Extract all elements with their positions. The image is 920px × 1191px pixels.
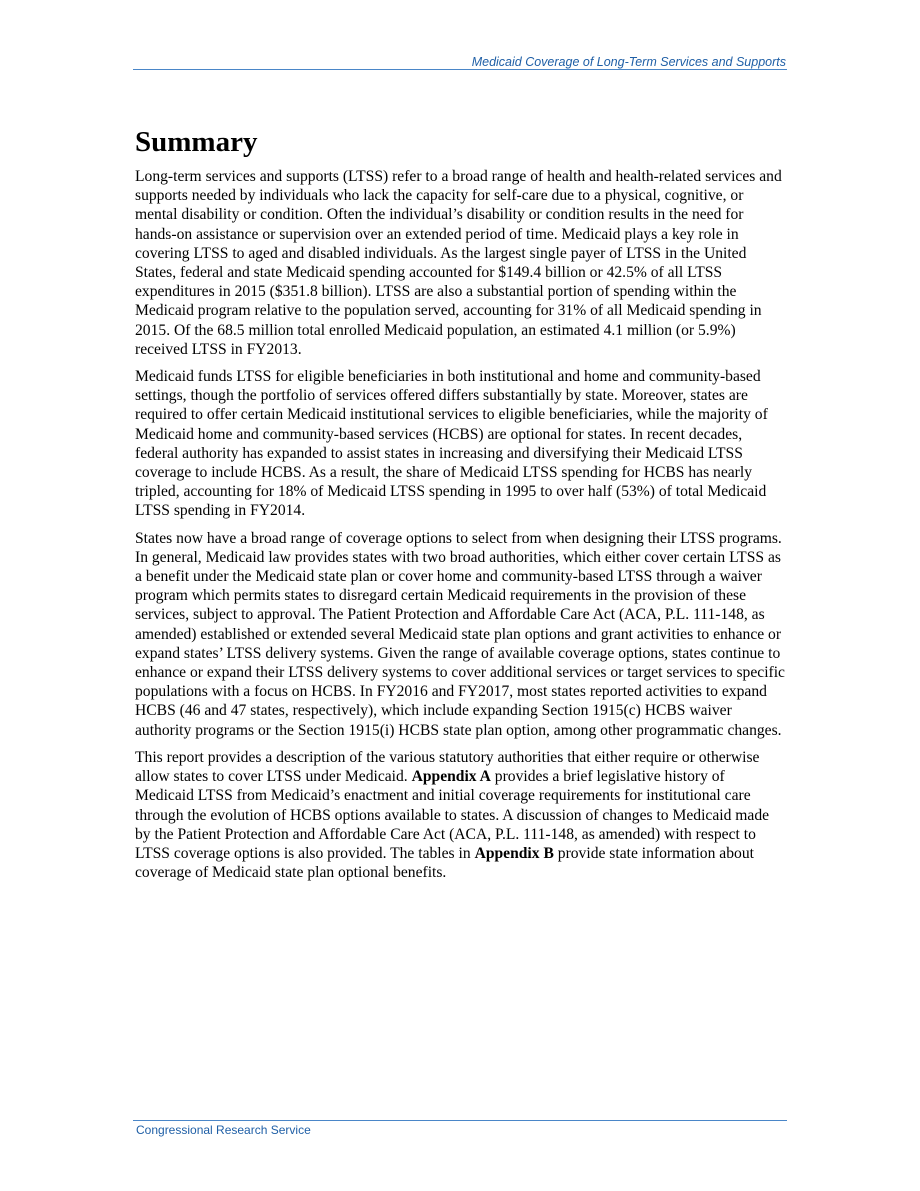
appendix-b-reference: Appendix B: [474, 844, 554, 862]
running-header: Medicaid Coverage of Long-Term Services and Supports: [471, 55, 786, 69]
paragraph-2: Medicaid funds LTSS for eligible beneficiaries in both institutional and home and community-based settings, though the portfolio of services offered differs substantially by state. Moreover, states are required to offer certain Medicaid institutional services to eligible beneficiaries, while the majority of Medicaid home and community-based services (HCBS) are optional for states. In recent decades, federal authority has expanded to assist states in increasing and diversifying their Medicaid LTSS coverage to include HCBS. As a result, the share of Medicaid LTSS spending for HCBS has nearly tripled, accounting for 18% of Medicaid LTSS spending in 1995 to over half (53%) of total Medicaid LTSS spending in FY2014.: [135, 368, 768, 520]
appendix-a-reference: Appendix A: [411, 768, 491, 786]
header-rule: [133, 69, 787, 70]
section-title: Summary: [135, 126, 258, 158]
footer-source: Congressional Research Service: [136, 1123, 311, 1137]
paragraph-3: States now have a broad range of coverage options to select from when designing their LTSS programs. In general, Medicaid law provides states with two broad authorities, which either cover certain LTSS as a benefit under the Medicaid state plan or cover home and community-based LTSS through a waiver program which permits states to disregard certain Medicaid requirements in the provision of these services, subject to approval. The Patient Protection and Affordable Care Act (ACA, P.L. 111-148, as amended) established or extended several Medicaid state plan options and grant activities to enhance or expand states’ LTSS delivery systems. Given the range of available coverage options, states continue to enhance or expand their LTSS delivery systems to cover additional services or target services to specific populations with a focus on HCBS. In FY2016 and FY2017, most states reported activities to expand HCBS (46 and 47 states, respectively), which include expanding Section 1915(c) HCBS waiver authority programs or the Section 1915(i) HCBS state plan option, among other programmatic changes.: [135, 529, 785, 739]
paragraph-4-text-1: This report provides a description of the various statutory authorities that either require or otherwise allow states to cover LTSS under Medicaid.: [135, 748, 760, 786]
paragraph-1: Long-term services and supports (LTSS) refer to a broad range of health and health-related services and supports needed by individuals who lack the capacity for self-care due to a physical, cognitive, or mental disability or condition. Often the individual’s disability or condition results in the need for hands-on assistance or supervision over an extended period of time. Medicaid plays a key role in covering LTSS to aged and disabled individuals. As the largest single payer of LTSS in the United States, federal and state Medicaid spending accounted for $149.4 billion or 42.5% of all LTSS expenditures in 2015 ($351.8 billion). LTSS are also a substantial portion of spending within the Medicaid program relative to the population served, accounting for 31% of all Medicaid spending in 2015. Of the 68.5 million total enrolled Medicaid population, an estimated 4.1 million (or 5.9%) received LTSS in FY2013.: [135, 168, 782, 358]
paragraph-4-text-3: provide state information about coverage of Medicaid state plan optional benefits.: [135, 844, 754, 882]
paragraph-4-text-2: provides a brief legislative history of Medicaid LTSS from Medicaid’s enactment and initial coverage requirements for institutional care through the evolution of HCBS options available to states. A discussion of changes to Medicaid made by the Patient Protection and Affordable Care Act (ACA, P.L. 111-148, as amended) with respect to LTSS coverage options is also provided. The tables in: [135, 768, 770, 862]
footer-rule: [133, 1120, 787, 1121]
paragraph-4: [135, 748, 787, 882]
summary-body: [135, 167, 787, 890]
